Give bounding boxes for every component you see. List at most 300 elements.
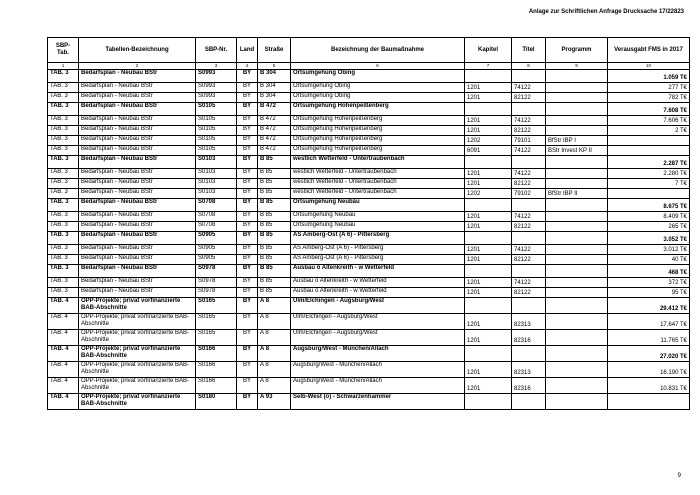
cell-strasse: A 8 <box>258 362 291 378</box>
cell-sbp-tab: TAB. 3 <box>48 288 79 298</box>
cell-tabellen-bezeichnung: Bedarfsplan - Neubau BStr <box>79 288 196 298</box>
cell-titel <box>512 222 546 232</box>
table-row-detail <box>48 255 690 265</box>
column-number: 9 <box>546 63 608 70</box>
cell-verausgabt-value: 95 T€ <box>671 290 687 296</box>
table-row-measure <box>48 232 690 245</box>
cell-tabellen-bezeichnung: Bedarfsplan - Neubau BStr <box>79 83 196 93</box>
table-row-detail <box>48 330 690 346</box>
cell-sbp-nr: S0103 <box>196 156 237 169</box>
cell-land: BY <box>237 255 258 265</box>
cell-verausgabt-value: 7.608 T€ <box>663 108 687 114</box>
table-body <box>48 70 690 410</box>
cell-tabellen-bezeichnung: Bedarfsplan - Neubau BStr <box>79 70 196 83</box>
cell-strasse: B 304 <box>258 93 291 103</box>
cell-tabellen-bezeichnung: Bedarfsplan - Neubau BStr <box>79 179 196 189</box>
cell-kapitel <box>465 278 512 288</box>
cell-tabellen-bezeichnung: ÖPP-Projekte; privat vorfinanzierte BAB-Abschnitte <box>79 394 196 410</box>
cell-sbp-nr: S0103 <box>196 169 237 179</box>
cell-verausgabt <box>608 146 690 156</box>
cell-sbp-tab: TAB. 4 <box>48 330 79 346</box>
cell-tabellen-bezeichnung: Bedarfsplan - Neubau BStr <box>79 103 196 116</box>
cell-verausgabt <box>608 126 690 136</box>
cell-programm <box>546 179 608 189</box>
cell-verausgabt <box>608 212 690 222</box>
cell-titel <box>512 245 546 255</box>
table-row-measure <box>48 346 690 362</box>
table-row-measure <box>48 70 690 83</box>
cell-programm <box>546 222 608 232</box>
cell-land: BY <box>237 126 258 136</box>
cell-kapitel <box>465 156 512 169</box>
cell-kapitel <box>465 169 512 179</box>
cell-strasse: B 472 <box>258 126 291 136</box>
cell-verausgabt-value: 8.409 T€ <box>663 214 687 220</box>
cell-verausgabt-value: 2 T€ <box>675 128 687 134</box>
cell-strasse: B 85 <box>258 212 291 222</box>
cell-programm <box>546 298 608 314</box>
column-number: 6 <box>291 63 465 70</box>
cell-verausgabt <box>608 245 690 255</box>
cell-tabellen-bezeichnung: Bedarfsplan - Neubau BStr <box>79 212 196 222</box>
cell-land: BY <box>237 362 258 378</box>
cell-bezeichnung: Ortsumgehung Neubäu <box>291 212 465 222</box>
cell-tabellen-bezeichnung: Bedarfsplan - Neubau BStr <box>79 93 196 103</box>
cell-tabellen-bezeichnung: Bedarfsplan - Neubau BStr <box>79 245 196 255</box>
cell-sbp-tab: TAB. 3 <box>48 116 79 126</box>
cell-verausgabt-value: 265 T€ <box>668 224 687 230</box>
cell-bezeichnung: westlich Wetterfeld - Untertraubenbach <box>291 156 465 169</box>
cell-sbp-tab: TAB. 4 <box>48 314 79 330</box>
cell-kapitel <box>465 93 512 103</box>
cell-land: BY <box>237 298 258 314</box>
table-row-measure <box>48 103 690 116</box>
cell-strasse: B 85 <box>258 179 291 189</box>
cell-bezeichnung: Ortsumgehung Hohenpeißenberg <box>291 103 465 116</box>
cell-kapitel-value: 1202 <box>467 138 481 144</box>
cell-kapitel <box>465 179 512 189</box>
cell-verausgabt-value: 7 T€ <box>675 181 687 187</box>
column-number: 5 <box>258 63 291 70</box>
cell-verausgabt <box>608 189 690 199</box>
cell-sbp-tab: TAB. 3 <box>48 146 79 156</box>
cell-verausgabt-value: 372 T€ <box>668 280 687 286</box>
cell-kapitel <box>465 116 512 126</box>
cell-titel-value: 82316 <box>514 338 531 344</box>
cell-titel-value: 82122 <box>514 257 531 263</box>
cell-kapitel <box>465 378 512 394</box>
cell-verausgabt <box>608 70 690 83</box>
cell-sbp-nr: S0708 <box>196 212 237 222</box>
cell-land: BY <box>237 245 258 255</box>
cell-land: BY <box>237 93 258 103</box>
col-programm: Programm <box>546 38 608 63</box>
cell-titel-value: 82313 <box>514 322 531 328</box>
cell-kapitel-value: 1201 <box>467 257 481 263</box>
cell-tabellen-bezeichnung: Bedarfsplan - Neubau BStr <box>79 169 196 179</box>
column-number: 3 <box>196 63 237 70</box>
cell-bezeichnung: Augsburg/West - München/Allach <box>291 362 465 378</box>
table-row-measure <box>48 394 690 410</box>
table-row-detail <box>48 378 690 394</box>
cell-sbp-tab: TAB. 3 <box>48 278 79 288</box>
col-bezeichnung: Bezeichnung der Baumaßnahme <box>291 38 465 63</box>
cell-programm <box>546 199 608 212</box>
cell-titel <box>512 116 546 126</box>
cell-titel <box>512 298 546 314</box>
cell-kapitel-value: 1201 <box>467 224 481 230</box>
cell-strasse: A 8 <box>258 330 291 346</box>
cell-titel-value: 82316 <box>514 386 531 392</box>
cell-titel <box>512 278 546 288</box>
cell-sbp-nr: S0993 <box>196 83 237 93</box>
cell-kapitel-value: 1201 <box>467 95 481 101</box>
cell-land: BY <box>237 346 258 362</box>
cell-bezeichnung: AS Amberg-Ost (A 6) - Pittersberg <box>291 245 465 255</box>
cell-titel-value: 74122 <box>514 85 531 91</box>
cell-kapitel <box>465 346 512 362</box>
cell-kapitel <box>465 222 512 232</box>
cell-land: BY <box>237 199 258 212</box>
cell-verausgabt <box>608 199 690 212</box>
column-number: 8 <box>512 63 546 70</box>
cell-programm <box>546 146 608 156</box>
table-row-detail <box>48 189 690 199</box>
cell-kapitel <box>465 298 512 314</box>
cell-kapitel <box>465 83 512 93</box>
cell-kapitel <box>465 146 512 156</box>
cell-sbp-nr: S0708 <box>196 222 237 232</box>
cell-programm-value: BfStr IBP I <box>548 138 576 144</box>
cell-titel-value: 82122 <box>514 290 531 296</box>
cell-tabellen-bezeichnung: ÖPP-Projekte; privat vorfinanzierte BAB-Abschnitte <box>79 346 196 362</box>
cell-strasse: B 85 <box>258 189 291 199</box>
cell-sbp-nr: S0166 <box>196 378 237 394</box>
cell-verausgabt-value: 1.059 T€ <box>663 75 687 81</box>
cell-strasse: B 85 <box>258 199 291 212</box>
cell-programm-value: BStr Invest KP II <box>548 148 592 154</box>
cell-kapitel-value: 1201 <box>467 128 481 134</box>
cell-kapitel-value: 1201 <box>467 370 481 376</box>
cell-sbp-nr: S0180 <box>196 394 237 410</box>
cell-programm <box>546 346 608 362</box>
cell-verausgabt-value: 29.412 T€ <box>659 306 687 312</box>
cell-tabellen-bezeichnung: Bedarfsplan - Neubau BStr <box>79 156 196 169</box>
cell-titel <box>512 146 546 156</box>
cell-programm <box>546 70 608 83</box>
cell-bezeichnung: Ulm/Elchingen - Augsburg/West <box>291 330 465 346</box>
table-row-measure <box>48 298 690 314</box>
cell-tabellen-bezeichnung: Bedarfsplan - Neubau BStr <box>79 255 196 265</box>
cell-sbp-nr: S0165 <box>196 330 237 346</box>
cell-strasse: B 85 <box>258 245 291 255</box>
cell-kapitel <box>465 103 512 116</box>
cell-verausgabt-value: 3.012 T€ <box>663 247 687 253</box>
cell-tabellen-bezeichnung: Bedarfsplan - Neubau BStr <box>79 199 196 212</box>
cell-strasse: B 472 <box>258 103 291 116</box>
cell-kapitel <box>465 314 512 330</box>
cell-verausgabt-value: 16.190 T€ <box>660 370 687 376</box>
cell-verausgabt-value: 17.647 T€ <box>660 322 687 328</box>
col-land: Land <box>237 38 258 63</box>
cell-programm <box>546 362 608 378</box>
cell-programm <box>546 265 608 278</box>
table-row-measure <box>48 199 690 212</box>
col-verausgabt: Verausgabt FMS in 2017 <box>608 38 690 63</box>
cell-kapitel-value: 1201 <box>467 181 481 187</box>
cell-land: BY <box>237 278 258 288</box>
cell-titel <box>512 330 546 346</box>
cell-sbp-tab: TAB. 3 <box>48 189 79 199</box>
cell-titel-value: 74122 <box>514 247 531 253</box>
cell-strasse: B 472 <box>258 116 291 126</box>
cell-verausgabt <box>608 362 690 378</box>
cell-sbp-nr: S0165 <box>196 314 237 330</box>
cell-bezeichnung: Selb-West (o) - Schwarzenhammer <box>291 394 465 410</box>
cell-tabellen-bezeichnung: Bedarfsplan - Neubau BStr <box>79 116 196 126</box>
cell-strasse: B 85 <box>258 169 291 179</box>
cell-titel <box>512 169 546 179</box>
column-number: 10 <box>608 63 690 70</box>
cell-sbp-nr: S0166 <box>196 346 237 362</box>
cell-verausgabt <box>608 169 690 179</box>
cell-sbp-nr: S0105 <box>196 126 237 136</box>
cell-titel <box>512 179 546 189</box>
cell-programm <box>546 255 608 265</box>
cell-sbp-nr: S0105 <box>196 136 237 146</box>
cell-verausgabt <box>608 330 690 346</box>
cell-programm <box>546 378 608 394</box>
cell-sbp-tab: TAB. 3 <box>48 70 79 83</box>
table-row-detail <box>48 169 690 179</box>
cell-sbp-tab: TAB. 4 <box>48 362 79 378</box>
cell-verausgabt <box>608 346 690 362</box>
cell-verausgabt-value: 8.675 T€ <box>663 204 687 210</box>
cell-programm <box>546 126 608 136</box>
cell-verausgabt-value: 7.606 T€ <box>663 118 687 124</box>
cell-land: BY <box>237 83 258 93</box>
cell-kapitel <box>465 288 512 298</box>
cell-sbp-tab: TAB. 3 <box>48 222 79 232</box>
cell-bezeichnung: Ortsumgehung Obing <box>291 70 465 83</box>
cell-programm <box>546 330 608 346</box>
cell-kapitel <box>465 232 512 245</box>
cell-land: BY <box>237 179 258 189</box>
table-row-detail <box>48 146 690 156</box>
cell-verausgabt-value: 40 T€ <box>671 257 687 263</box>
cell-tabellen-bezeichnung: Bedarfsplan - Neubau BStr <box>79 189 196 199</box>
cell-bezeichnung: Ortsumgehung Neubäu <box>291 199 465 212</box>
cell-bezeichnung: Ortsumgehung Obing <box>291 93 465 103</box>
cell-kapitel-value: 1201 <box>467 280 481 286</box>
cell-sbp-tab: TAB. 3 <box>48 126 79 136</box>
cell-programm <box>546 278 608 288</box>
cell-kapitel <box>465 245 512 255</box>
cell-sbp-tab: TAB. 3 <box>48 156 79 169</box>
cell-land: BY <box>237 169 258 179</box>
cell-programm <box>546 169 608 179</box>
cell-land: BY <box>237 189 258 199</box>
cell-titel-value: 74122 <box>514 280 531 286</box>
cell-tabellen-bezeichnung: Bedarfsplan - Neubau BStr <box>79 278 196 288</box>
cell-titel <box>512 70 546 83</box>
cell-sbp-tab: TAB. 4 <box>48 298 79 314</box>
cell-titel <box>512 232 546 245</box>
cell-bezeichnung: AS Amberg-Ost (A 6) - Pittersberg <box>291 255 465 265</box>
cell-strasse: B 85 <box>258 255 291 265</box>
col-tabellen-bezeichnung: Tabellen-Bezeichnung <box>79 38 196 63</box>
cell-titel <box>512 93 546 103</box>
cell-sbp-tab: TAB. 4 <box>48 394 79 410</box>
table-row-detail <box>48 116 690 126</box>
cell-verausgabt-value: 468 T€ <box>668 270 687 276</box>
cell-land: BY <box>237 314 258 330</box>
cell-tabellen-bezeichnung: ÖPP-Projekte; privat vorfinanzierte BAB-Abschnitte <box>79 378 196 394</box>
cell-bezeichnung: Ortsumgehung Hohenpeißenberg <box>291 146 465 156</box>
cell-strasse: A 8 <box>258 314 291 330</box>
cell-bezeichnung: AS Amberg-Ost (A 6) - Pittersberg <box>291 232 465 245</box>
cell-land: BY <box>237 330 258 346</box>
cell-bezeichnung: westlich Wetterfeld - Untertraubenbach <box>291 169 465 179</box>
cell-tabellen-bezeichnung: ÖPP-Projekte; privat vorfinanzierte BAB-Abschnitte <box>79 298 196 314</box>
cell-bezeichnung: Ausbau ö Altenkreith - w Wetterfeld <box>291 278 465 288</box>
cell-titel-value: 74122 <box>514 148 531 154</box>
cell-sbp-nr: S0905 <box>196 232 237 245</box>
cell-verausgabt-value: 2.287 T€ <box>663 161 687 167</box>
table-row-detail <box>48 212 690 222</box>
cell-sbp-nr: S0105 <box>196 103 237 116</box>
cell-verausgabt <box>608 222 690 232</box>
cell-kapitel <box>465 394 512 410</box>
cell-kapitel <box>465 70 512 83</box>
cell-verausgabt <box>608 288 690 298</box>
cell-kapitel-value: 1201 <box>467 386 481 392</box>
cell-verausgabt <box>608 278 690 288</box>
cell-titel-value: 82122 <box>514 128 531 134</box>
cell-sbp-nr: S0166 <box>196 362 237 378</box>
cell-programm <box>546 245 608 255</box>
cell-sbp-tab: TAB. 3 <box>48 255 79 265</box>
table-row-detail <box>48 288 690 298</box>
col-sbp-nr: SBP-Nr. <box>196 38 237 63</box>
table-row-detail <box>48 362 690 378</box>
cell-sbp-tab: TAB. 3 <box>48 169 79 179</box>
cell-verausgabt-value: 277 T€ <box>668 85 687 91</box>
table-row-detail <box>48 179 690 189</box>
cell-titel-value: 74122 <box>514 118 531 124</box>
cell-kapitel <box>465 265 512 278</box>
cell-titel <box>512 136 546 146</box>
cell-sbp-nr: S0103 <box>196 179 237 189</box>
cell-bezeichnung: Ulm/Elchingen - Augsburg/West <box>291 314 465 330</box>
cell-titel <box>512 346 546 362</box>
cell-verausgabt <box>608 103 690 116</box>
cell-verausgabt-value: 10.831 T€ <box>660 386 687 392</box>
cell-programm <box>546 212 608 222</box>
cell-tabellen-bezeichnung: ÖPP-Projekte; privat vorfinanzierte BAB-Abschnitte <box>79 314 196 330</box>
cell-bezeichnung: westlich Wetterfeld - Untertraubenbach <box>291 179 465 189</box>
cell-strasse: B 304 <box>258 83 291 93</box>
cell-titel-value: 74122 <box>514 214 531 220</box>
header-row <box>48 38 690 63</box>
cell-verausgabt <box>608 265 690 278</box>
cell-sbp-nr: S0978 <box>196 278 237 288</box>
cell-titel <box>512 103 546 116</box>
cell-kapitel-value: 1201 <box>467 338 481 344</box>
cell-land: BY <box>237 103 258 116</box>
col-titel: Titel <box>512 38 546 63</box>
cell-strasse: A 8 <box>258 298 291 314</box>
cell-verausgabt <box>608 156 690 169</box>
cell-programm-value: BfStr IBP II <box>548 191 578 197</box>
cell-titel <box>512 126 546 136</box>
cell-strasse: B 85 <box>258 265 291 278</box>
cell-kapitel <box>465 126 512 136</box>
cell-bezeichnung: Ortsumgehung Hohenpeißenberg <box>291 126 465 136</box>
cell-sbp-nr: S0708 <box>196 199 237 212</box>
cell-programm <box>546 156 608 169</box>
cell-bezeichnung: Ortsumgehung Obing <box>291 83 465 93</box>
cell-verausgabt-value: 11.765 T€ <box>660 338 687 344</box>
cell-sbp-nr: S0905 <box>196 245 237 255</box>
cell-strasse: B 85 <box>258 156 291 169</box>
table-row-detail <box>48 278 690 288</box>
cell-land: BY <box>237 232 258 245</box>
cell-titel <box>512 212 546 222</box>
cell-sbp-nr: S0993 <box>196 70 237 83</box>
cell-titel <box>512 362 546 378</box>
cell-verausgabt-value: 27.020 T€ <box>659 354 687 360</box>
cell-kapitel-value: 1202 <box>467 191 481 197</box>
cell-land: BY <box>237 378 258 394</box>
cell-kapitel <box>465 330 512 346</box>
cell-kapitel-value: 1201 <box>467 171 481 177</box>
cell-sbp-tab: TAB. 3 <box>48 103 79 116</box>
cell-kapitel-value: 1201 <box>467 290 481 296</box>
cell-kapitel <box>465 212 512 222</box>
page-header: Anlage zur Schriftlichen Anfrage Drucksache 17/22823 <box>528 9 684 15</box>
cell-verausgabt <box>608 179 690 189</box>
cell-verausgabt-value: 782 T€ <box>668 95 687 101</box>
cell-verausgabt <box>608 83 690 93</box>
cell-titel <box>512 394 546 410</box>
cell-titel <box>512 314 546 330</box>
cell-sbp-tab: TAB. 3 <box>48 136 79 146</box>
cell-programm <box>546 314 608 330</box>
cell-verausgabt <box>608 232 690 245</box>
cell-verausgabt <box>608 314 690 330</box>
table-row-detail <box>48 314 690 330</box>
cell-sbp-tab: TAB. 3 <box>48 179 79 189</box>
cell-kapitel-value: 1201 <box>467 85 481 91</box>
cell-verausgabt <box>608 93 690 103</box>
cell-tabellen-bezeichnung: Bedarfsplan - Neubau BStr <box>79 232 196 245</box>
cell-land: BY <box>237 156 258 169</box>
column-number: 2 <box>79 63 196 70</box>
cell-sbp-nr: S0978 <box>196 265 237 278</box>
cell-programm <box>546 394 608 410</box>
cell-bezeichnung: Ulm/Elchingen - Augsburg/West <box>291 298 465 314</box>
cell-kapitel <box>465 362 512 378</box>
cell-tabellen-bezeichnung: ÖPP-Projekte; privat vorfinanzierte BAB-Abschnitte <box>79 330 196 346</box>
cell-land: BY <box>237 116 258 126</box>
cell-verausgabt <box>608 394 690 410</box>
cell-strasse: A 93 <box>258 394 291 410</box>
cell-sbp-nr: S0978 <box>196 288 237 298</box>
cell-titel <box>512 265 546 278</box>
cell-kapitel-value: 1201 <box>467 247 481 253</box>
cell-titel <box>512 83 546 93</box>
